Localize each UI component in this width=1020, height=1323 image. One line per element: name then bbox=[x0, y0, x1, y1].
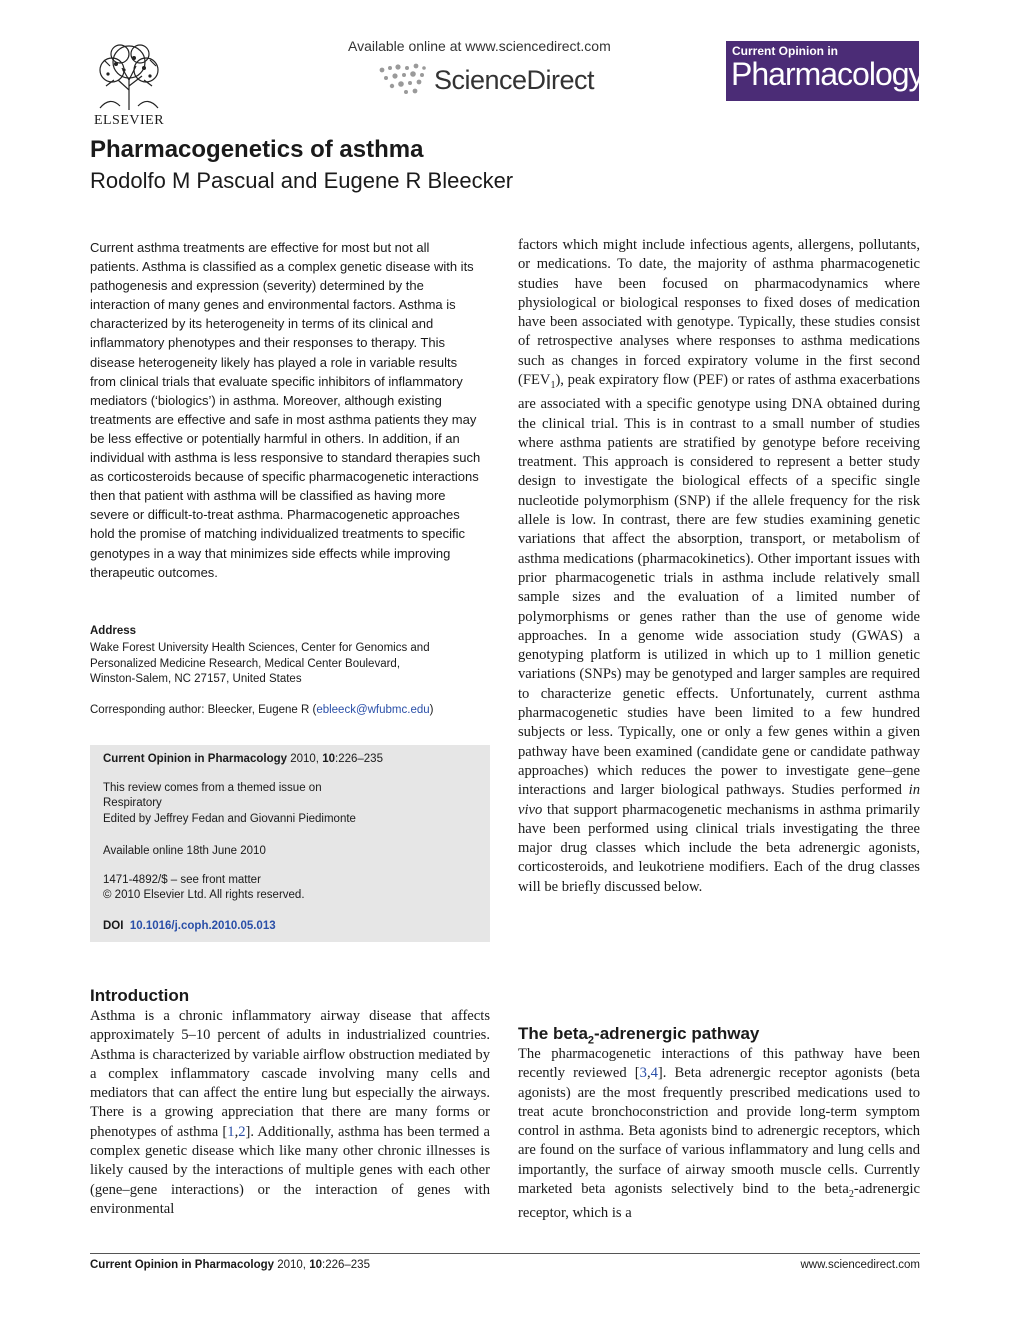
body-text: -adrenergic receptor, which is a bbox=[518, 1181, 920, 1222]
article-authors: Rodolfo M Pascual and Eugene R Bleecker bbox=[90, 168, 514, 193]
info-journal: Current Opinion in Pharmacology bbox=[103, 753, 288, 765]
footer-volume: 10 bbox=[309, 1259, 322, 1271]
body-text: that support pharmacogenetic mechanisms in asthma primarily have been performed using clinical trials investigating the three major drug classes which include the beta adrenergic agonists, corticosteroids, and leukotriene modifiers. Each of the drug classes will be briefly discussed below. bbox=[518, 801, 920, 895]
journal-badge-main: Pharmacology bbox=[731, 56, 924, 92]
body-text: The pharmacogenetic interactions of this pathway have been recently reviewed [ bbox=[518, 1046, 920, 1082]
footer-divider bbox=[90, 1253, 920, 1254]
elsevier-logo bbox=[90, 40, 168, 130]
address-line: Personalized Medicine Research, Medical Center Boulevard, bbox=[90, 657, 401, 670]
citation-link[interactable]: 4 bbox=[650, 1065, 658, 1082]
abstract: Current asthma treatments are effective for most but not all patients. Asthma is classified as a complex genetic disease with its pathogenesis and expression (severity) determined by the interaction of many genes and environmental factors. Asthma is characterized by its heterogeneity in terms of its clinical and inflammatory phenotypes and their responses to therapy. This disease heterogeneity likely has played a role in variable results from clinical trials that evaluate specific inhibitors of inflammatory mediators (‘biologics’) in asthma. Moreover, although existing treatments are effective and safe in most asthma patients they may be less effective or potentially harmful in others. In addition, if an individual with asthma is less responsive to standard therapies such as corticosteroids because of specific pharmacogenetic interactions then that patient with asthma will be classified as having more severe or difficult-to-treat asthma. Pharmacogenetic approaches hold the promise of matching individualized treatments to specific genotypes in a way that minimizes side effects while improving therapeutic outcomes. bbox=[90, 240, 481, 580]
info-year: 2010, bbox=[287, 753, 323, 765]
citation-separator: , bbox=[646, 1065, 651, 1082]
info-themed-topic: Respiratory bbox=[103, 797, 162, 809]
info-volume: 10 bbox=[322, 753, 335, 765]
sciencedirect-dots-icon bbox=[376, 62, 430, 98]
address-line: Winston-Salem, NC 27157, United States bbox=[90, 673, 302, 685]
elsevier-tree-icon bbox=[90, 40, 168, 112]
subscript: 2 bbox=[848, 1188, 854, 1200]
corresponding-author bbox=[90, 704, 490, 716]
body-text: factors which might include infectious agents, allergens, pollutants, or medications. To date, the majority of asthma pharmacogenetic studies have been focused on pharmacodynamics where physiological or biological responses to fixed doses of medication have been associated with genotype. Typically, these studies consist of retrospective analyses where responses to asthma medications such as changes in forced expiratory volume in the first second (FEV bbox=[518, 237, 920, 389]
corresponding-prefix: Corresponding author: Bleecker, Eugene R ( bbox=[90, 704, 317, 716]
heading-text: -adrenergic pathway bbox=[594, 1024, 760, 1043]
author-email-link[interactable]: ebleeck@wfubmc.edu bbox=[316, 704, 430, 716]
journal-badge-top: Current Opinion in bbox=[732, 44, 838, 58]
citation-link[interactable]: 1 bbox=[227, 1123, 235, 1140]
available-online-text: Available online at www.sciencedirect.com bbox=[348, 38, 611, 54]
address-label: Address bbox=[90, 625, 137, 637]
corresponding-suffix: ) bbox=[429, 704, 434, 716]
footer-pages: :226–235 bbox=[322, 1259, 370, 1271]
info-pages: :226–235 bbox=[335, 753, 383, 765]
sciencedirect-wordmark: ScienceDirect bbox=[434, 64, 595, 95]
footer-citation bbox=[90, 1259, 370, 1271]
address-line: Wake Forest University Health Sciences, Center for Genomics and bbox=[90, 642, 430, 654]
intro-text: Asthma is a chronic inflammatory airway disease that affects approximately 5–10 percent of adults in industrialized countries. Asthma is characterized by variable airflow obstruction mediated by a complex inflammatory cascade involving many cells and mediators that can affect the entire lung but especially the airways. There is a growing appreciation that there are many forms or phenotypes of asthma [ bbox=[90, 1008, 490, 1140]
info-issn: 1471-4892/$ – see front matter bbox=[103, 874, 261, 886]
article-title: Pharmacogenetics of asthma bbox=[90, 136, 424, 163]
article-info-box bbox=[90, 745, 490, 942]
heading-text: The beta bbox=[518, 1024, 588, 1043]
introduction-heading: Introduction bbox=[90, 986, 190, 1005]
body-text: ]. Beta adrenergic receptor agonists (beta agonists) are the most frequently prescribed medications used to treat acute bronchoconstriction and provide long-term symptom control in asthma. Beta agonists bind to adrenergic receptors, which are found on the surface of various inflammatory and lung cells and importantly, the surface of airway smooth muscle cells. Currently marketed beta agonists selectively bind to the beta bbox=[518, 1065, 920, 1198]
journal-badge bbox=[726, 41, 924, 101]
footer-website-link[interactable]: www.sciencedirect.com bbox=[800, 1259, 920, 1271]
citation-link[interactable]: 3 bbox=[639, 1065, 647, 1082]
subscript: 1 bbox=[550, 379, 556, 391]
body-paragraph bbox=[518, 236, 920, 897]
beta-pathway-paragraph bbox=[518, 1045, 920, 1224]
citation-separator: , bbox=[234, 1123, 239, 1140]
introduction-paragraph bbox=[90, 1007, 490, 1219]
footer-year: 2010, bbox=[274, 1259, 310, 1271]
italic-term: in vivo bbox=[518, 782, 920, 818]
info-copyright: © 2010 Elsevier Ltd. All rights reserved. bbox=[103, 889, 305, 901]
address bbox=[90, 641, 482, 688]
doi-link[interactable]: 10.1016/j.coph.2010.05.013 bbox=[129, 920, 276, 932]
citation-link[interactable]: 2 bbox=[238, 1123, 246, 1140]
info-doi bbox=[103, 920, 276, 932]
sciencedirect-logo[interactable] bbox=[376, 60, 594, 100]
doi-label: DOI bbox=[103, 920, 124, 932]
beta-pathway-heading bbox=[518, 1024, 759, 1046]
intro-text: ]. Additionally, asthma has been termed a complex genetic disease which like many other chronic illnesses is likely caused by the interactions of multiple genes with each other (gene–gene interactions) or the interaction of genes with environmental bbox=[90, 1123, 490, 1217]
subscript: 2 bbox=[587, 1034, 595, 1047]
body-text: ), peak expiratory flow (PEF) or rates of asthma exacerbations are associated with a specific genotype using DNA obtained during the clinical trial. This is in contrast to a small number of studies where asthma patients are stratified by genotype before receiving treatment. This approach is considered to represent a better study design to investigate the biological effects of a specific single nucleotide polymorphism (SNP) if the allele frequency for the risk allele is low. In contrast, there are few studies examining genetic variations that affect the absorption, transport, or metabolism of asthma medications (pharmacokinetics). Other important issues with prior pharmacogenetic trials in asthma include relatively small sample sizes and the evaluation of a limited number of polymorphisms or genes rather than the use of genome wide approaches. In a genome wide association study (GWAS) a genotyping platform is utilized in which up to 1 million genetic variations (SNPs) may be genotyped and larger samples are required to characterize genetic effects. Unfortunately, current asthma pharmacogenetic studies have been limited to a few hundred subjects or less. Typically, one or only a few genes within a given pathway have been examined (candidate gene or candidate pathway approaches) which reduces the power to investigate gene–gene interactions and larger biological pathways. Studies performed bbox=[518, 372, 920, 799]
info-available: Available online 18th June 2010 bbox=[103, 845, 266, 857]
info-themed: This review comes from a themed issue on bbox=[103, 782, 322, 794]
info-editors: Edited by Jeffrey Fedan and Giovanni Piedimonte bbox=[103, 813, 356, 825]
info-citation bbox=[103, 753, 383, 765]
footer-journal: Current Opinion in Pharmacology bbox=[90, 1259, 275, 1271]
elsevier-wordmark: ELSEVIER bbox=[93, 113, 165, 128]
